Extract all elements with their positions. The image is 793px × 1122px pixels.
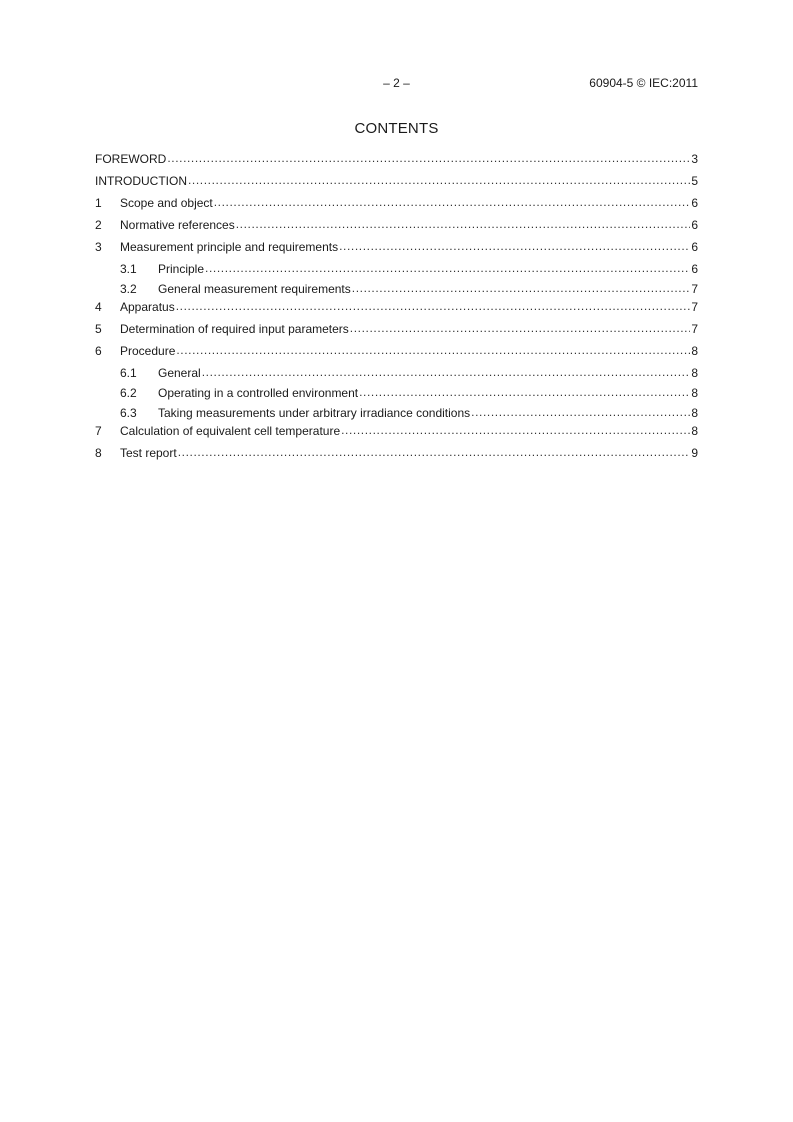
toc-entry-number: 3.2 [120, 282, 137, 296]
contents-heading: CONTENTS [354, 120, 439, 137]
toc-entry-number: 3 [95, 240, 102, 254]
toc-entry-page: 6 [691, 218, 698, 232]
toc-entry-title: Test report [120, 446, 177, 460]
toc-entry-page: 8 [691, 366, 698, 380]
toc-dot-leader [339, 237, 690, 255]
toc-entry-page: 6 [691, 196, 698, 210]
toc-entry-page: 7 [691, 282, 698, 296]
toc-dot-leader [341, 421, 690, 439]
toc-dot-leader [202, 363, 691, 381]
toc-entry-number: 6.3 [120, 406, 137, 420]
toc-entry-section-2[interactable] [95, 216, 698, 238]
toc-entry-title: Operating in a controlled environment [158, 386, 359, 400]
toc-entry-title: Principle [158, 262, 205, 276]
toc-entry-title: Determination of required input parameters [120, 322, 349, 336]
toc-dot-leader [205, 259, 690, 277]
toc-dot-leader [167, 149, 690, 167]
toc-entry-number: 3.1 [120, 262, 137, 276]
toc-entry-title: General measurement requirements [158, 282, 351, 296]
toc-entry-foreword[interactable] [95, 150, 698, 172]
toc-entry-number: 1 [95, 196, 102, 210]
toc-entry-number: 7 [95, 424, 102, 438]
toc-dot-leader [236, 215, 691, 233]
toc-entry-number: 6 [95, 344, 102, 358]
toc-entry-section-5[interactable] [95, 320, 698, 342]
toc-entry-number: 8 [95, 446, 102, 460]
toc-entry-page: 8 [691, 344, 698, 358]
toc-entry-number: 6.2 [120, 386, 137, 400]
toc-entry-number: 5 [95, 322, 102, 336]
toc-entry-title: Measurement principle and requirements [120, 240, 339, 254]
toc-entry-title: Apparatus [120, 300, 175, 314]
table-of-contents [95, 150, 698, 466]
toc-entry-section-6[interactable] [95, 342, 698, 364]
page-number: – 2 – [383, 76, 410, 90]
page-header [95, 76, 698, 94]
toc-dot-leader [350, 319, 691, 337]
toc-entry-introduction[interactable] [95, 172, 698, 194]
toc-dot-leader [352, 279, 691, 297]
toc-entry-number: 4 [95, 300, 102, 314]
toc-entry-page: 6 [691, 240, 698, 254]
toc-entry-page: 8 [691, 406, 698, 420]
toc-dot-leader [176, 297, 691, 315]
toc-entry-section-6-2[interactable] [95, 384, 698, 404]
toc-entry-section-3-2[interactable] [95, 280, 698, 298]
toc-entry-section-3[interactable] [95, 238, 698, 260]
toc-entry-title: FOREWORD [95, 152, 167, 166]
toc-dot-leader [359, 383, 690, 401]
toc-entry-title: INTRODUCTION [95, 174, 187, 188]
toc-entry-page: 9 [691, 446, 698, 460]
toc-entry-page: 8 [691, 386, 698, 400]
toc-entry-title: Taking measurements under arbitrary irradiance conditions [158, 406, 471, 420]
toc-entry-title: Calculation of equivalent cell temperature [120, 424, 341, 438]
toc-entry-page: 8 [691, 424, 698, 438]
toc-entry-title: Scope and object [120, 196, 213, 210]
toc-entry-page: 3 [691, 152, 698, 166]
toc-dot-leader [214, 193, 691, 211]
toc-entry-section-6-1[interactable] [95, 364, 698, 384]
toc-dot-leader [178, 443, 691, 461]
toc-entry-section-6-3[interactable] [95, 404, 698, 422]
toc-dot-leader [176, 341, 690, 359]
toc-entry-section-4[interactable] [95, 298, 698, 320]
toc-entry-section-7[interactable] [95, 422, 698, 444]
toc-entry-section-8[interactable] [95, 444, 698, 466]
toc-dot-leader [188, 171, 690, 189]
toc-entry-title: Normative references [120, 218, 235, 232]
toc-entry-page: 7 [691, 300, 698, 314]
toc-entry-title: Procedure [120, 344, 176, 358]
toc-entry-page: 7 [691, 322, 698, 336]
toc-entry-section-3-1[interactable] [95, 260, 698, 280]
toc-entry-page: 6 [691, 262, 698, 276]
toc-entry-number: 2 [95, 218, 102, 232]
toc-entry-page: 5 [691, 174, 698, 188]
document-reference: 60904-5 © IEC:2011 [589, 76, 698, 90]
toc-entry-section-1[interactable] [95, 194, 698, 216]
toc-dot-leader [471, 403, 690, 421]
toc-entry-number: 6.1 [120, 366, 137, 380]
toc-entry-title: General [158, 366, 201, 380]
